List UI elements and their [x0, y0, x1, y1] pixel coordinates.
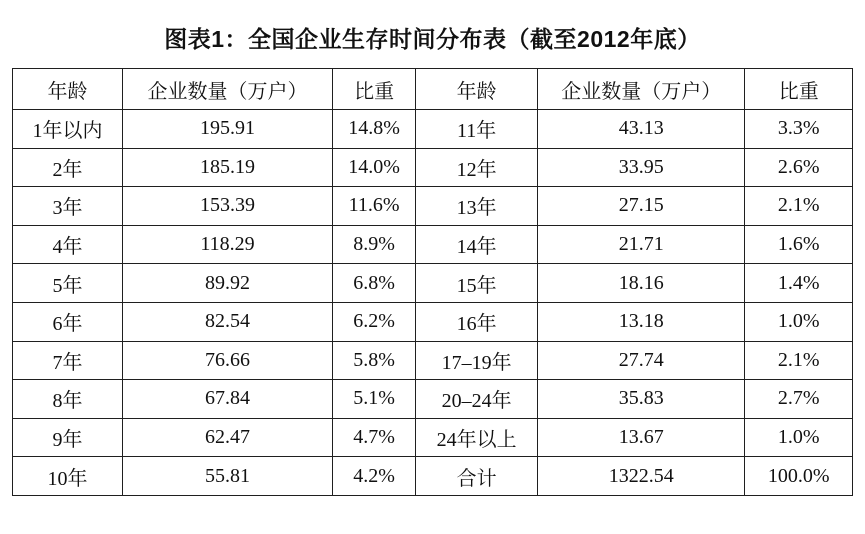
share-cell: 14.0%	[333, 148, 416, 187]
count-cell: 118.29	[123, 225, 333, 264]
age-cell: 11年	[416, 110, 538, 149]
age-cell: 14年	[416, 225, 538, 264]
table-row	[13, 110, 853, 149]
table-body	[13, 110, 853, 496]
age-cell: 13年	[416, 187, 538, 226]
column-header: 比重	[333, 69, 416, 110]
table-row	[13, 380, 853, 419]
column-header: 年龄	[13, 69, 123, 110]
share-cell: 5.1%	[333, 380, 416, 419]
share-cell: 100.0%	[745, 457, 853, 496]
share-cell: 2.7%	[745, 380, 853, 419]
age-cell: 5年	[13, 264, 123, 303]
count-cell: 13.18	[537, 302, 744, 341]
table-row	[13, 341, 853, 380]
share-cell: 1.0%	[745, 302, 853, 341]
share-cell: 1.6%	[745, 225, 853, 264]
column-header: 企业数量（万户）	[537, 69, 744, 110]
count-cell: 43.13	[537, 110, 744, 149]
count-cell: 27.74	[537, 341, 744, 380]
count-cell: 1322.54	[537, 457, 744, 496]
count-cell: 76.66	[123, 341, 333, 380]
column-header: 年龄	[416, 69, 538, 110]
share-cell: 1.4%	[745, 264, 853, 303]
share-cell: 2.6%	[745, 148, 853, 187]
age-cell: 24年以上	[416, 418, 538, 457]
table-row	[13, 457, 853, 496]
count-cell: 55.81	[123, 457, 333, 496]
age-cell: 12年	[416, 148, 538, 187]
table-row	[13, 418, 853, 457]
share-cell: 1.0%	[745, 418, 853, 457]
count-cell: 33.95	[537, 148, 744, 187]
page-title: 图表1：全国企业生存时间分布表（截至2012年底）	[164, 26, 701, 52]
table-row	[13, 302, 853, 341]
count-cell: 195.91	[123, 110, 333, 149]
count-cell: 27.15	[537, 187, 744, 226]
header-row	[13, 69, 853, 110]
count-cell: 35.83	[537, 380, 744, 419]
share-cell: 2.1%	[745, 187, 853, 226]
share-cell: 2.1%	[745, 341, 853, 380]
share-cell: 14.8%	[333, 110, 416, 149]
table-row	[13, 264, 853, 303]
count-cell: 18.16	[537, 264, 744, 303]
age-cell: 15年	[416, 264, 538, 303]
age-cell: 4年	[13, 225, 123, 264]
share-cell: 11.6%	[333, 187, 416, 226]
age-cell: 16年	[416, 302, 538, 341]
share-cell: 6.8%	[333, 264, 416, 303]
age-cell: 10年	[13, 457, 123, 496]
age-cell: 9年	[13, 418, 123, 457]
share-cell: 3.3%	[745, 110, 853, 149]
share-cell: 4.2%	[333, 457, 416, 496]
table-row	[13, 187, 853, 226]
age-cell: 20–24年	[416, 380, 538, 419]
age-cell: 8年	[13, 380, 123, 419]
count-cell: 89.92	[123, 264, 333, 303]
age-cell: 2年	[13, 148, 123, 187]
table-row	[13, 225, 853, 264]
table-row	[13, 148, 853, 187]
age-cell: 3年	[13, 187, 123, 226]
column-header: 企业数量（万户）	[123, 69, 333, 110]
count-cell: 62.47	[123, 418, 333, 457]
share-cell: 4.7%	[333, 418, 416, 457]
share-cell: 5.8%	[333, 341, 416, 380]
count-cell: 153.39	[123, 187, 333, 226]
age-cell: 6年	[13, 302, 123, 341]
count-cell: 21.71	[537, 225, 744, 264]
share-cell: 6.2%	[333, 302, 416, 341]
count-cell: 82.54	[123, 302, 333, 341]
column-header: 比重	[745, 69, 853, 110]
age-cell: 7年	[13, 341, 123, 380]
age-cell: 合计	[416, 457, 538, 496]
distribution-table	[12, 68, 853, 496]
count-cell: 185.19	[123, 148, 333, 187]
share-cell: 8.9%	[333, 225, 416, 264]
age-cell: 17–19年	[416, 341, 538, 380]
count-cell: 67.84	[123, 380, 333, 419]
count-cell: 13.67	[537, 418, 744, 457]
age-cell: 1年以内	[13, 110, 123, 149]
